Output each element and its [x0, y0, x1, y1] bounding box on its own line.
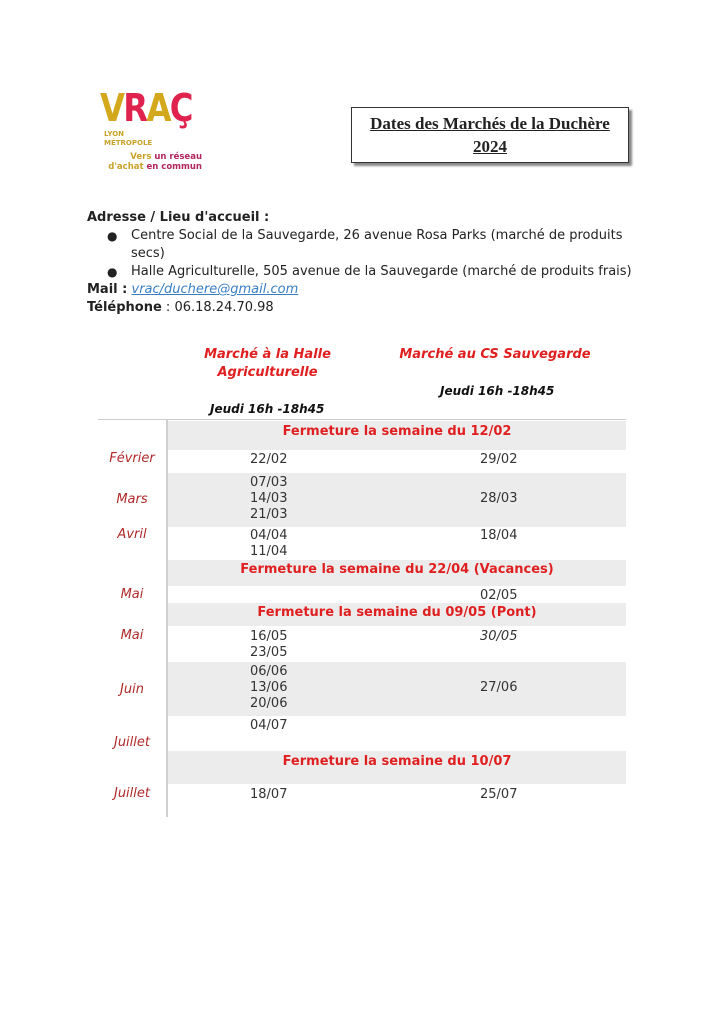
table-top-border	[98, 419, 626, 420]
logo-subtitle: LYON MÉTROPOLE	[104, 130, 153, 147]
vrac-logo	[100, 86, 210, 186]
phone-line: Téléphone : 06.18.24.70.98	[87, 300, 274, 315]
halle-date: 07/03	[250, 475, 288, 490]
cs-date: 28/03	[480, 491, 518, 506]
halle-date: 06/06	[250, 664, 288, 679]
halle-date: 18/07	[250, 787, 288, 802]
month-label: Juillet	[113, 735, 150, 750]
cs-date: 27/06	[480, 680, 518, 695]
bullet-icon: ●	[107, 265, 118, 279]
cs-date: 18/04	[480, 528, 518, 543]
closure-row: Fermeture la semaine du 22/04 (Vacances)	[168, 560, 626, 586]
contact-info	[87, 209, 647, 317]
closure-row: Fermeture la semaine du 09/05 (Pont)	[168, 603, 626, 626]
month-label: Mai	[120, 628, 144, 643]
closure-row: Fermeture la semaine du 12/02	[168, 421, 626, 450]
address-list	[87, 227, 647, 281]
cs-date: 02/05	[480, 588, 518, 603]
address-item: ● Halle Agriculturelle, 505 avenue de la Sauvegarde (marché de produits frais)	[107, 264, 632, 279]
logo-wordmark: VRAÇ	[100, 86, 192, 130]
table-row-juin	[168, 662, 626, 716]
halle-date: 21/03	[250, 507, 288, 522]
mail-line: Mail : vrac/duchere@gmail.com	[87, 282, 299, 297]
table-divider	[166, 420, 168, 817]
cs-column-title: Marché au CS Sauvegarde	[399, 347, 591, 362]
table-row-mars	[168, 473, 626, 527]
phone-value: 06.18.24.70.98	[174, 300, 274, 315]
month-label: Février	[109, 451, 155, 466]
month-label: Avril	[117, 527, 147, 542]
cs-date: 30/05	[480, 629, 518, 644]
halle-date: 23/05	[250, 645, 288, 660]
month-label: Juillet	[113, 786, 150, 801]
cs-date: 25/07	[480, 787, 518, 802]
month-label: Juin	[120, 682, 144, 697]
halle-date: 04/07	[250, 718, 288, 733]
logo-tagline: Vers un réseau d'achat en commun	[108, 152, 202, 172]
halle-date: 04/04	[250, 528, 288, 543]
address-item: ● Centre Social de la Sauvegarde, 26 avenue Rosa Parks (marché de produits secs)	[107, 228, 623, 261]
halle-date: 20/06	[250, 696, 288, 711]
mail-link[interactable]: vrac/duchere@gmail.com	[131, 282, 299, 297]
title-box	[351, 107, 629, 163]
halle-column-title: Marché à la Halle Agriculturelle	[204, 347, 331, 380]
month-label: Mai	[120, 587, 144, 602]
page-title: Dates des Marchés de la Duchère 2024	[370, 114, 610, 156]
halle-date: 16/05	[250, 629, 288, 644]
address-label: Adresse / Lieu d'accueil :	[87, 210, 270, 225]
halle-date: 11/04	[250, 544, 288, 559]
closure-row: Fermeture la semaine du 10/07	[168, 751, 626, 784]
bullet-icon: ●	[107, 229, 118, 243]
halle-date: 13/06	[250, 680, 288, 695]
cs-date: 29/02	[480, 452, 518, 467]
cs-hours: Jeudi 16h -18h45	[440, 384, 555, 398]
halle-date: 14/03	[250, 491, 288, 506]
halle-date: 22/02	[250, 452, 288, 467]
halle-hours: Jeudi 16h -18h45	[210, 402, 325, 416]
month-label: Mars	[116, 492, 148, 507]
